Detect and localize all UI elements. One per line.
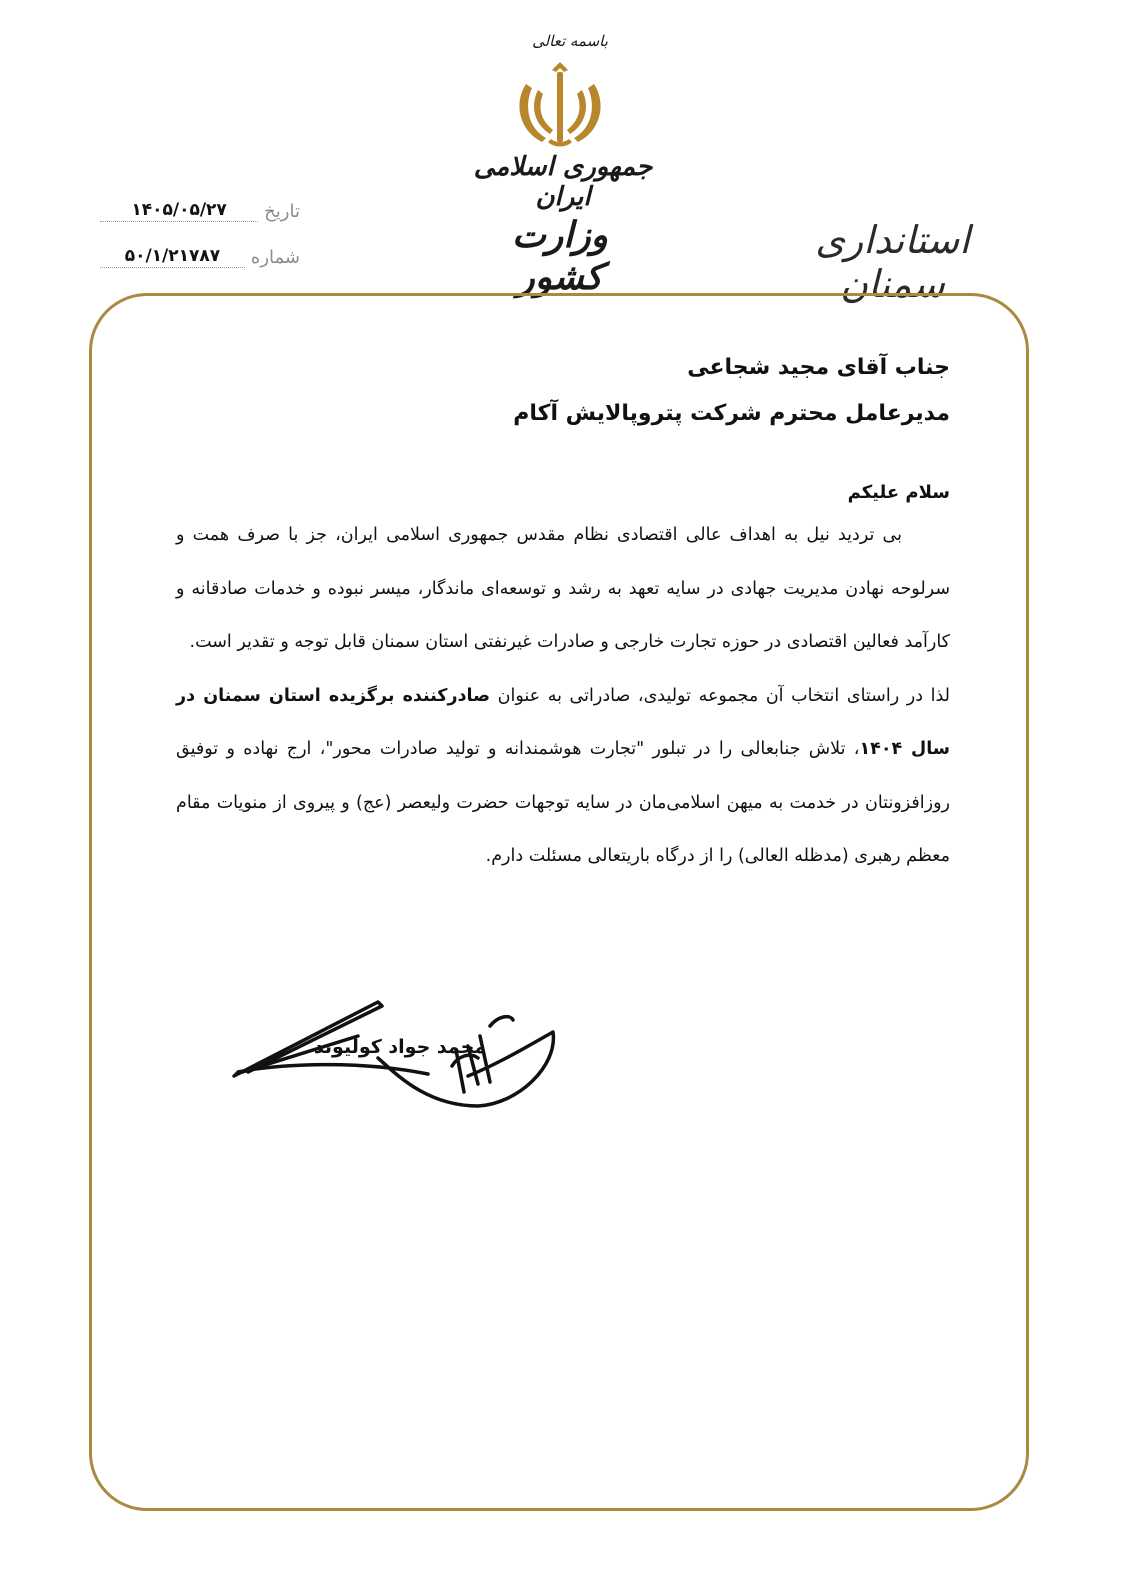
invocation-text: باسمه تعالی [532, 32, 608, 50]
paragraph-2-part-1: لذا در راستای انتخاب آن مجموعه تولیدی، صادراتی به عنوان [490, 685, 950, 706]
handwritten-signature [228, 996, 568, 1126]
number-label: شماره [250, 247, 300, 268]
recipient-title: مدیرعامل محترم شرکت پتروپالایش آکام [513, 401, 950, 426]
iran-emblem-icon [512, 62, 608, 152]
paragraph-1: بی تردید نیل به اهداف عالی اقتصادی نظام مقدس جمهوری اسلامی ایران، جز با صرف همت و سرلوحه نهادن مدیریت جهادی در سایه تعهد به رشد و توسعه‌ای ماندگار، میسر نبوده و خدمات صادقانه و کارآمد فعالین اقتصادی در حوزه تجارت خارجی و صادرات غیرنفتی استان سمنان قابل توجه و تقدیر است. [176, 525, 950, 652]
letter-body [176, 345, 950, 884]
paragraph-2-bold: صادرکننده برگزیده استان سمنان در سال ۱۴۰۴ [176, 685, 951, 759]
greeting: سلام علیکم [847, 482, 950, 503]
paragraph-2 [176, 670, 950, 884]
date-row [100, 192, 300, 222]
signer-name: محمد جواد کولیوند [313, 1036, 487, 1058]
number-value: ۵۰/۱/۲۱۷۸۷ [100, 246, 245, 268]
ministry-name: وزارت کشور [511, 214, 609, 298]
date-value: ۱۴۰۵/۰۵/۲۷ [100, 200, 258, 222]
date-label: تاریخ [264, 201, 300, 222]
letterhead [0, 0, 1139, 306]
republic-name: جمهوری اسلامی ایران [473, 152, 653, 212]
governorate-name: استانداری سمنان [815, 218, 970, 306]
recipient-name: جناب آقای مجید شجاعی [687, 355, 950, 380]
paragraph-2-part-2: ، تلاش جنابعالی را در تبلور "تجارت هوشمندانه و تولید صادرات محور"، ارج نهاده و توفیق روزافزونتان در خدمت به میهن اسلامی‌مان در سایه توجهات حضرت ولیعصر (عج) و پیروی از منویات مقام معظم رهبری (مدظله العالی) را از درگاه باریتعالی مسئلت دارم. [176, 739, 950, 866]
number-row [100, 238, 300, 268]
